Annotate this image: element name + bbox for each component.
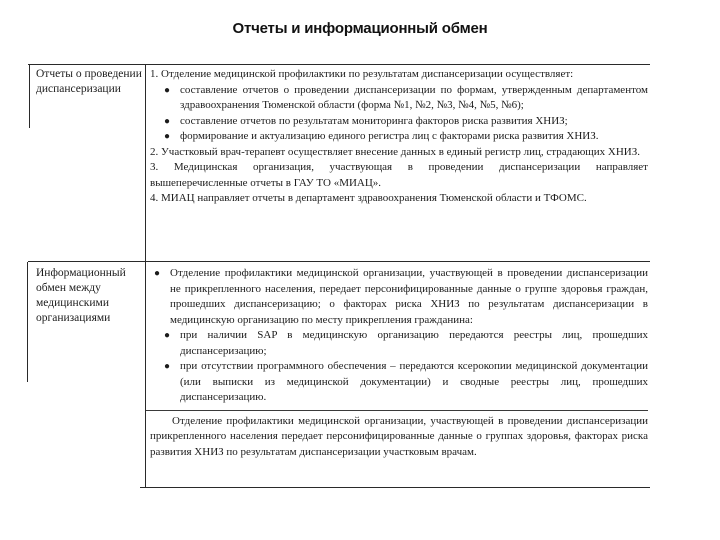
row-label-reports: Отчеты о проведении диспансеризации <box>36 68 142 95</box>
bullet-icon: ● <box>164 115 171 127</box>
list-item-text: при наличии SAP в медицинскую организацию передаются реестры лиц, прошедших диспансеризацию; <box>180 329 648 357</box>
paragraph: Отделение профилактики медицинской организации, участвующей в проведении диспансеризации прикрепленного населения передает персонифицированные данные о группах здоровья, факторах риска развития ХНИЗ по результатам диспансеризации участковым врачам. <box>150 414 648 458</box>
section-divider <box>146 410 648 411</box>
list-item <box>164 129 648 145</box>
table-bottom-border <box>140 487 650 488</box>
list-item-text: Отделение профилактики медицинской организации, участвующей в проведении диспансеризации не прикрепленного населения, передает персонифицированные данные о группе здоровья граждан, прошедших диспансеризацию; о факторах риска ХНИЗ по результатам диспансеризации в медицинскую организацию по месту прикрепления гражданина: <box>170 267 648 326</box>
row-label-info-exchange: Информационный обмен между медицинскими организациями <box>36 267 126 324</box>
list-item-text: составление отчетов по результатам мониторинга факторов риска развития ХНИЗ; <box>180 114 568 127</box>
bullet-icon: ● <box>164 84 171 96</box>
paragraph: 3. Медицинская организация, участвующая в проведении диспансеризации направляет вышеперечисленные отчеты в ГАУ ТО «МИАЦ». <box>150 161 648 189</box>
list-item-text: при отсутствии программного обеспечения – передаются ксерокопии медицинской документации (или выписки из медицинской документации) и сводные реестры лиц, прошедших диспансеризацию. <box>180 360 648 403</box>
bullet-icon: ● <box>154 268 161 279</box>
row-content-reports <box>150 67 648 207</box>
table-left-border <box>29 64 30 128</box>
paragraph: 1. Отделение медицинской профилактики по результатам диспансеризации осуществляет: <box>150 68 574 80</box>
list-item <box>164 83 648 114</box>
row-content-info-exchange <box>150 266 648 460</box>
paragraph: 2. Участковый врач-терапевт осуществляет внесение данных в единый регистр лиц, страдающих ХНИЗ. <box>150 145 640 158</box>
paragraph: 4. МИАЦ направляет отчеты в департамент здравоохранения Тюменской области и ТФОМС. <box>150 192 587 204</box>
table-left-border <box>27 262 28 382</box>
list-item <box>164 114 648 130</box>
table-row-divider <box>28 261 650 262</box>
list-item <box>164 359 648 406</box>
list-item-text: формирование и актуализацию единого регистра лиц с факторами риска развития ХНИЗ. <box>180 130 599 142</box>
bullet-icon: ● <box>164 330 171 341</box>
bullet-icon: ● <box>164 361 171 372</box>
document-title: Отчеты и информационный обмен <box>232 20 488 37</box>
list-item <box>164 328 648 359</box>
list-item-text: составление отчетов о проведении диспансеризации по формам, утвержденным департаментом здравоохранения Тюменской области (форма №1, №2, №3, №4, №5, №6); <box>180 83 648 111</box>
bullet-icon: ● <box>164 131 171 142</box>
table-top-border <box>28 64 650 65</box>
list-item <box>154 266 648 328</box>
